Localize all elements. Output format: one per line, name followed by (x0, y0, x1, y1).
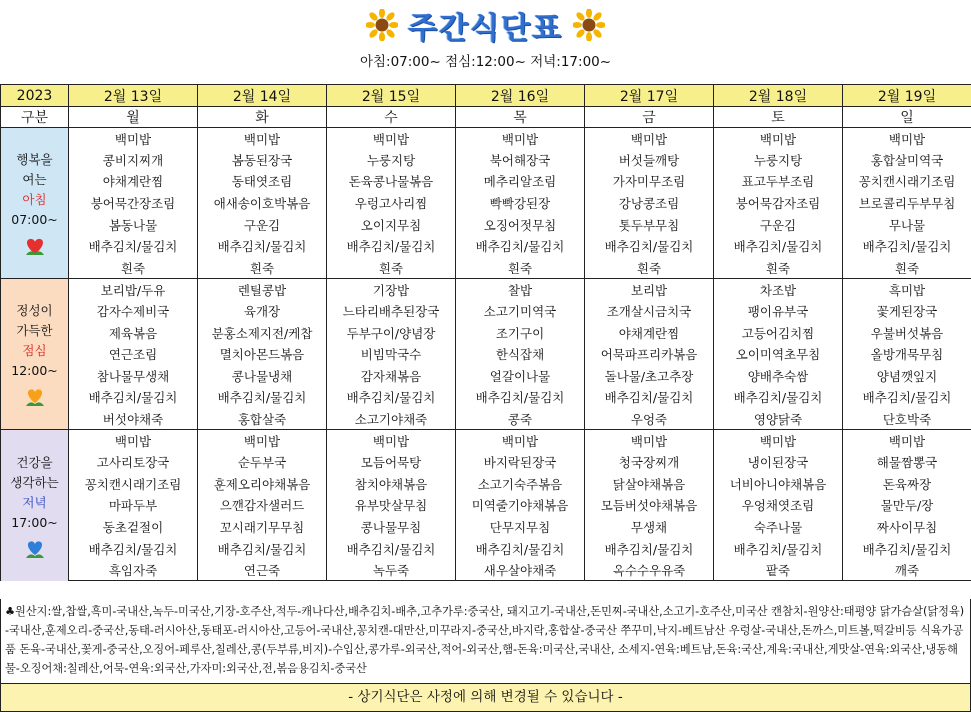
menu-cell: 콩죽 (456, 408, 585, 430)
menu-row (1, 300, 971, 322)
menu-cell: 배추김치/물김치 (843, 387, 971, 409)
menu-cell: 육개장 (198, 300, 327, 322)
menu-cell: 돈육짜장 (843, 473, 971, 495)
menu-cell: 흰죽 (327, 257, 456, 279)
menu-cell: 버섯야채죽 (69, 408, 198, 430)
menu-cell: 백미밥 (69, 430, 198, 452)
menu-cell: 배추김치/물김치 (714, 387, 843, 409)
menu-cell: 꽃게된장국 (843, 300, 971, 322)
menu-cell: 비빔막국수 (327, 343, 456, 365)
menu-cell: 백미밥 (198, 430, 327, 452)
meal-slogan-line: 생각하는 (10, 474, 59, 490)
menu-cell: 붕어묵감자조림 (714, 192, 843, 214)
menu-row (1, 495, 971, 517)
menu-cell: 콩비지찌개 (69, 149, 198, 171)
weekly-menu-table (0, 84, 971, 581)
menu-cell: 깨죽 (843, 559, 971, 581)
menu-cell: 냉이된장국 (714, 451, 843, 473)
weekday-cell: 수 (327, 107, 456, 128)
menu-cell: 양배추숙쌈 (714, 365, 843, 387)
meal-name: 저녁 (22, 494, 47, 510)
menu-cell: 얼갈이나물 (456, 365, 585, 387)
menu-cell: 흑임자죽 (69, 559, 198, 581)
menu-cell: 너비아니야채볶음 (714, 473, 843, 495)
menu-cell: 찰밥 (456, 279, 585, 301)
menu-cell: 백미밥 (198, 128, 327, 150)
menu-row (1, 387, 971, 409)
menu-cell: 느타리배추된장국 (327, 300, 456, 322)
sunflower-icon (573, 9, 605, 41)
meal-time: 12:00~ (11, 363, 58, 379)
page-header (0, 0, 971, 82)
menu-cell: 콩나물무침 (327, 516, 456, 538)
menu-cell: 야채계란찜 (585, 322, 714, 344)
menu-cell: 분홍소제지전/케찹 (198, 322, 327, 344)
menu-cell: 콩나물냉채 (198, 365, 327, 387)
menu-cell: 오이미역초무침 (714, 343, 843, 365)
menu-cell: 참치야채볶음 (327, 473, 456, 495)
menu-cell: 닭살야채볶음 (585, 473, 714, 495)
menu-cell: 우렁고사리찜 (327, 192, 456, 214)
menu-cell: 백미밥 (843, 128, 971, 150)
menu-row (1, 257, 971, 279)
menu-cell: 새우살야채죽 (456, 559, 585, 581)
menu-row (1, 559, 971, 581)
menu-cell: 배추김치/물김치 (69, 538, 198, 560)
origin-notice: ♣원산지:쌀,찹쌀,흑미-국내산,녹두-미국산,기장-호주산,적두-캐나다산,배추김치-배추,고추가루:중국산, 돼지고기-국내산,돈민찌-국내산,소고기-호주산,미국산 캔참치-원양산:태평양 닭가슴살(닭정육)-국내산,훈제오리-중국산,동태-러시아산,동태포-러시아산,고등어-국내산,꽁치캔-대만산,미꾸라지-중국산,바지락,홍합살-중국산 쭈꾸미,낙지-베트남산 우렁살-국내산,돈까스,미트볼,떡갈비등 식육가공품 돈육-국내산,꽃게-중국산,오징어-페루산,칠레산,콩(두부류,비지)-수입산,콩가루-외국산,적어-외국산,햄-돈육:미국산,국내산, 소세지-연육:베트남,돈육:국산,계육:국내산,게맛살-연육:외국산,냉동해물-오징어채:칠레산,어묵-연육:외국산,가자미:외국산,전,볶음용김치-중국산 (5, 605, 965, 675)
meal-slogan-line: 정성이 (16, 303, 53, 319)
heart-flower-icon (22, 234, 48, 256)
weekday-cell: 화 (198, 107, 327, 128)
menu-row (1, 408, 971, 430)
label-column-header: 구분 (1, 107, 69, 128)
menu-cell: 구운김 (714, 214, 843, 236)
menu-cell: 배추김치/물김치 (843, 538, 971, 560)
menu-cell: 무생채 (585, 516, 714, 538)
menu-cell: 누룽지탕 (327, 149, 456, 171)
date-cell: 2월 17일 (585, 85, 714, 107)
weekday-cell: 목 (456, 107, 585, 128)
menu-cell: 바지락된장국 (456, 451, 585, 473)
menu-cell: 참나물무생채 (69, 365, 198, 387)
meal-label-dinner (1, 430, 69, 581)
change-notice: - 상기식단은 사정에 의해 변경될 수 있습니다 - (1, 683, 970, 711)
menu-cell: 배추김치/물김치 (69, 235, 198, 257)
menu-cell: 배추김치/물김치 (198, 387, 327, 409)
menu-cell: 우불버섯볶음 (843, 322, 971, 344)
menu-cell: 연근죽 (198, 559, 327, 581)
menu-cell: 백미밥 (456, 430, 585, 452)
menu-cell: 봄동나물 (69, 214, 198, 236)
menu-cell: 감자수제비국 (69, 300, 198, 322)
menu-cell: 꼬시래기무무침 (198, 516, 327, 538)
menu-cell: 기장밥 (327, 279, 456, 301)
menu-cell: 톳두부무침 (585, 214, 714, 236)
menu-cell: 짜사이무침 (843, 516, 971, 538)
menu-cell: 백미밥 (69, 128, 198, 150)
menu-cell: 유부맛살무침 (327, 495, 456, 517)
menu-cell: 소고기야채죽 (327, 408, 456, 430)
footer (0, 599, 971, 712)
menu-cell: 모듬어묵탕 (327, 451, 456, 473)
blue-heart-flower-icon (22, 537, 48, 559)
menu-cell: 옥수수우유죽 (585, 559, 714, 581)
menu-row (1, 279, 971, 301)
menu-cell: 백미밥 (327, 128, 456, 150)
date-cell: 2월 15일 (327, 85, 456, 107)
menu-row (1, 235, 971, 257)
weekday-cell: 월 (69, 107, 198, 128)
meal-slogan-line: 여는 (22, 172, 47, 188)
menu-cell: 모듬버섯야채볶음 (585, 495, 714, 517)
menu-cell: 배추김치/물김치 (327, 538, 456, 560)
menu-row (1, 516, 971, 538)
menu-row (1, 171, 971, 193)
menu-cell: 애새송이호박볶음 (198, 192, 327, 214)
menu-cell: 양념깻잎지 (843, 365, 971, 387)
menu-cell: 해물짬뽕국 (843, 451, 971, 473)
menu-row (1, 473, 971, 495)
menu-cell: 배추김치/물김치 (714, 538, 843, 560)
menu-cell: 렌틸콩밥 (198, 279, 327, 301)
menu-cell: 단호박죽 (843, 408, 971, 430)
menu-cell: 백미밥 (327, 430, 456, 452)
meal-time: 17:00~ (11, 514, 58, 530)
menu-cell: 배추김치/물김치 (585, 387, 714, 409)
menu-cell: 제육볶음 (69, 322, 198, 344)
menu-cell: 으깬감자샐러드 (198, 495, 327, 517)
menu-cell: 배추김치/물김치 (198, 235, 327, 257)
menu-cell: 조기구이 (456, 322, 585, 344)
menu-row (1, 343, 971, 365)
menu-cell: 오징어젓무침 (456, 214, 585, 236)
title-row (0, 4, 971, 46)
menu-cell: 북어해장국 (456, 149, 585, 171)
menu-cell: 표고두부조림 (714, 171, 843, 193)
meal-label-lunch (1, 279, 69, 430)
menu-row (1, 214, 971, 236)
menu-cell: 배추김치/물김치 (585, 538, 714, 560)
menu-cell: 백미밥 (456, 128, 585, 150)
menu-cell: 우엉채엿조림 (714, 495, 843, 517)
menu-cell: 배추김치/물김치 (198, 538, 327, 560)
menu-cell: 감자채볶음 (327, 365, 456, 387)
menu-cell: 보리밥 (585, 279, 714, 301)
menu-cell: 백미밥 (843, 430, 971, 452)
weekday-header-row (1, 107, 971, 128)
menu-cell: 브로콜리두부무침 (843, 192, 971, 214)
menu-cell: 물만두/장 (843, 495, 971, 517)
menu-cell: 돈육콩나물볶음 (327, 171, 456, 193)
menu-cell: 야채계란찜 (69, 171, 198, 193)
menu-cell: 버섯들깨탕 (585, 149, 714, 171)
menu-cell: 무나물 (843, 214, 971, 236)
menu-cell: 흰죽 (456, 257, 585, 279)
menu-cell: 돌나물/초고추장 (585, 365, 714, 387)
menu-cell: 영양닭죽 (714, 408, 843, 430)
menu-cell: 팥죽 (714, 559, 843, 581)
menu-row (1, 365, 971, 387)
year-cell: 2023 (1, 85, 69, 107)
menu-cell: 훈제오리야채볶음 (198, 473, 327, 495)
menu-cell: 홍합살죽 (198, 408, 327, 430)
menu-cell: 고사리토장국 (69, 451, 198, 473)
menu-cell: 백미밥 (585, 128, 714, 150)
date-cell: 2월 13일 (69, 85, 198, 107)
menu-cell: 흰죽 (198, 257, 327, 279)
menu-cell: 배추김치/물김치 (69, 387, 198, 409)
menu-cell: 숙주나물 (714, 516, 843, 538)
menu-cell: 배추김치/물김치 (327, 387, 456, 409)
menu-cell: 흰죽 (714, 257, 843, 279)
meal-time: 07:00~ (11, 212, 58, 228)
menu-cell: 마파두부 (69, 495, 198, 517)
orange-flower-icon (22, 385, 48, 407)
weekday-cell: 금 (585, 107, 714, 128)
menu-row (1, 451, 971, 473)
menu-cell: 빡빡강된장 (456, 192, 585, 214)
menu-cell: 청국장찌개 (585, 451, 714, 473)
menu-cell: 올방개묵무침 (843, 343, 971, 365)
menu-cell: 어묵파프리카볶음 (585, 343, 714, 365)
menu-cell: 홍합살미역국 (843, 149, 971, 171)
menu-cell: 배추김치/물김치 (456, 387, 585, 409)
meal-name: 아침 (22, 192, 47, 208)
menu-row (1, 192, 971, 214)
menu-row (1, 538, 971, 560)
menu-row (1, 128, 971, 150)
menu-cell: 배추김치/물김치 (843, 235, 971, 257)
menu-cell: 단무지무침 (456, 516, 585, 538)
meal-slogan-line: 행복을 (16, 152, 53, 168)
menu-cell: 백미밥 (714, 430, 843, 452)
date-cell: 2월 18일 (714, 85, 843, 107)
weekday-cell: 일 (843, 107, 971, 128)
menu-cell: 우엉죽 (585, 408, 714, 430)
menu-row (1, 322, 971, 344)
menu-cell: 붕어묵간장조림 (69, 192, 198, 214)
menu-cell: 차조밥 (714, 279, 843, 301)
menu-cell: 흑미밥 (843, 279, 971, 301)
meal-name: 점심 (22, 343, 47, 359)
menu-cell: 동태엿조림 (198, 171, 327, 193)
menu-cell: 멸치아몬드볶음 (198, 343, 327, 365)
menu-cell: 미역줄기야채볶음 (456, 495, 585, 517)
menu-cell: 배추김치/물김치 (585, 235, 714, 257)
meal-slogan-line: 건강을 (16, 454, 53, 470)
meal-times: 아침:07:00~ 점심:12:00~ 저녁:17:00~ (359, 54, 612, 70)
menu-cell: 가자미무조림 (585, 171, 714, 193)
menu-row (1, 430, 971, 452)
menu-cell: 백미밥 (585, 430, 714, 452)
menu-cell: 오이지무침 (327, 214, 456, 236)
menu-cell: 배추김치/물김치 (714, 235, 843, 257)
menu-row (1, 149, 971, 171)
meal-label-breakfast (1, 128, 69, 279)
menu-cell: 소고기미역국 (456, 300, 585, 322)
menu-cell: 배추김치/물김치 (456, 538, 585, 560)
menu-cell: 한식잡채 (456, 343, 585, 365)
menu-cell: 고등어김치찜 (714, 322, 843, 344)
menu-cell: 보리밥/두유 (69, 279, 198, 301)
menu-cell: 꽁치캔시래기조림 (843, 171, 971, 193)
menu-cell: 강낭콩조림 (585, 192, 714, 214)
menu-cell: 봄동된장국 (198, 149, 327, 171)
menu-cell: 흰죽 (69, 257, 198, 279)
weekday-cell: 토 (714, 107, 843, 128)
menu-cell: 순두부국 (198, 451, 327, 473)
menu-cell: 백미밥 (714, 128, 843, 150)
menu-cell: 소고기숙주볶음 (456, 473, 585, 495)
menu-cell: 흰죽 (843, 257, 971, 279)
meal-slogan-line: 가득한 (16, 323, 53, 339)
menu-cell: 누룽지탕 (714, 149, 843, 171)
page-title: 주간식단표 (408, 11, 563, 46)
menu-cell: 꽁치캔시래기조림 (69, 473, 198, 495)
menu-cell: 팽이유부국 (714, 300, 843, 322)
menu-cell: 녹두죽 (327, 559, 456, 581)
sunflower-icon (366, 9, 398, 41)
date-cell: 2월 14일 (198, 85, 327, 107)
date-header-row (1, 85, 971, 107)
menu-cell: 구운김 (198, 214, 327, 236)
menu-cell: 동초겉절이 (69, 516, 198, 538)
menu-cell: 흰죽 (585, 257, 714, 279)
menu-cell: 메추리알조림 (456, 171, 585, 193)
menu-cell: 두부구이/양념장 (327, 322, 456, 344)
menu-cell: 조개살시금치국 (585, 300, 714, 322)
menu-cell: 배추김치/물김치 (327, 235, 456, 257)
menu-cell: 연근조림 (69, 343, 198, 365)
date-cell: 2월 19일 (843, 85, 971, 107)
menu-cell: 배추김치/물김치 (456, 235, 585, 257)
date-cell: 2월 16일 (456, 85, 585, 107)
